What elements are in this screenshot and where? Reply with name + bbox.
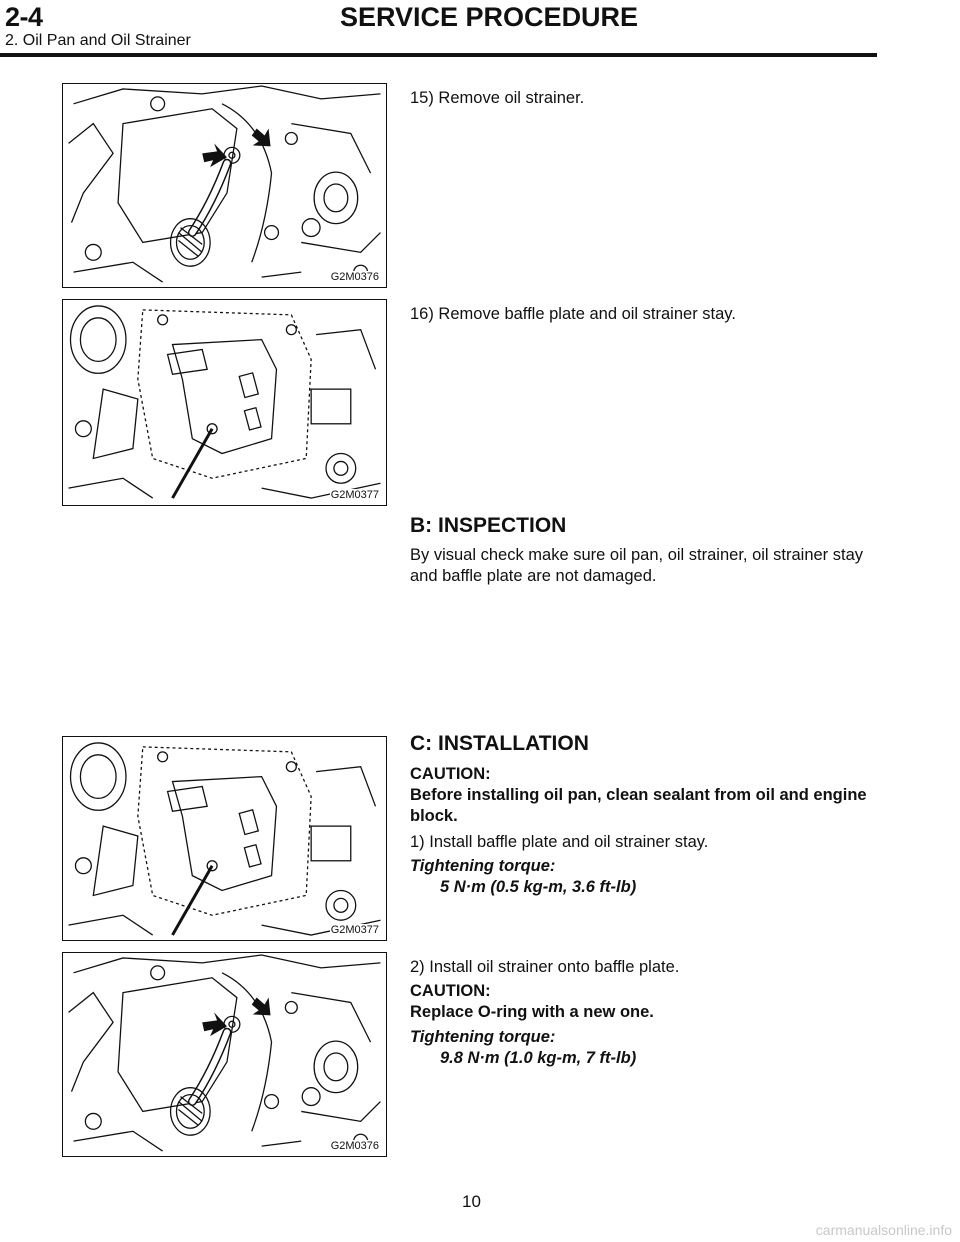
installation-step-1: 1) Install baffle plate and oil strainer stay. bbox=[410, 833, 709, 851]
inspection-body: By visual check make sure oil pan, oil strainer, oil strainer stay and baffle plate are not damaged. bbox=[410, 546, 864, 585]
caution-text: Replace O-ring with a new one. bbox=[410, 1003, 654, 1021]
installation-caution-2 bbox=[410, 981, 880, 1023]
figure-code: G2M0377 bbox=[330, 489, 379, 501]
figure-oil-strainer-1 bbox=[62, 83, 387, 288]
torque-value: 5 N·m (0.5 kg-m, 3.6 ft-lb) bbox=[440, 878, 637, 896]
page-title: SERVICE PROCEDURE bbox=[340, 2, 639, 32]
installation-step-2: 2) Install oil strainer onto baffle plate. bbox=[410, 958, 680, 976]
figure-oil-strainer-2 bbox=[62, 952, 387, 1157]
installation-caution bbox=[410, 764, 880, 827]
torque-label: Tightening torque: bbox=[410, 857, 556, 875]
page-subtitle: 2. Oil Pan and Oil Strainer bbox=[5, 32, 191, 49]
caution-text: Before installing oil pan, clean sealant from oil and engine block. bbox=[410, 786, 867, 825]
figure-code: G2M0376 bbox=[330, 1140, 379, 1152]
caution-label: CAUTION: bbox=[410, 982, 491, 1000]
section-number: 2-4 bbox=[5, 2, 43, 32]
watermark: carmanualsonline.info bbox=[815, 1222, 952, 1238]
oil-strainer-illustration bbox=[63, 84, 386, 287]
baffle-plate-illustration bbox=[63, 737, 386, 940]
page-number: 10 bbox=[462, 1192, 481, 1211]
header-rule bbox=[0, 53, 877, 57]
figure-code: G2M0377 bbox=[330, 924, 379, 936]
torque-label: Tightening torque: bbox=[410, 1028, 556, 1046]
installation-torque-2 bbox=[410, 1027, 880, 1069]
inspection-heading: B: INSPECTION bbox=[410, 514, 567, 537]
installation-heading: C: INSTALLATION bbox=[410, 732, 589, 755]
step-15: 15) Remove oil strainer. bbox=[410, 89, 585, 107]
torque-value: 9.8 N·m (1.0 kg-m, 7 ft-lb) bbox=[440, 1049, 637, 1067]
figure-baffle-plate-2 bbox=[62, 736, 387, 941]
figure-code: G2M0376 bbox=[330, 271, 379, 283]
step-16: 16) Remove baffle plate and oil strainer stay. bbox=[410, 305, 736, 323]
caution-label: CAUTION: bbox=[410, 765, 491, 783]
baffle-plate-illustration bbox=[63, 300, 386, 505]
figure-baffle-plate-1 bbox=[62, 299, 387, 506]
oil-strainer-illustration bbox=[63, 953, 386, 1156]
installation-torque-1 bbox=[410, 856, 880, 898]
